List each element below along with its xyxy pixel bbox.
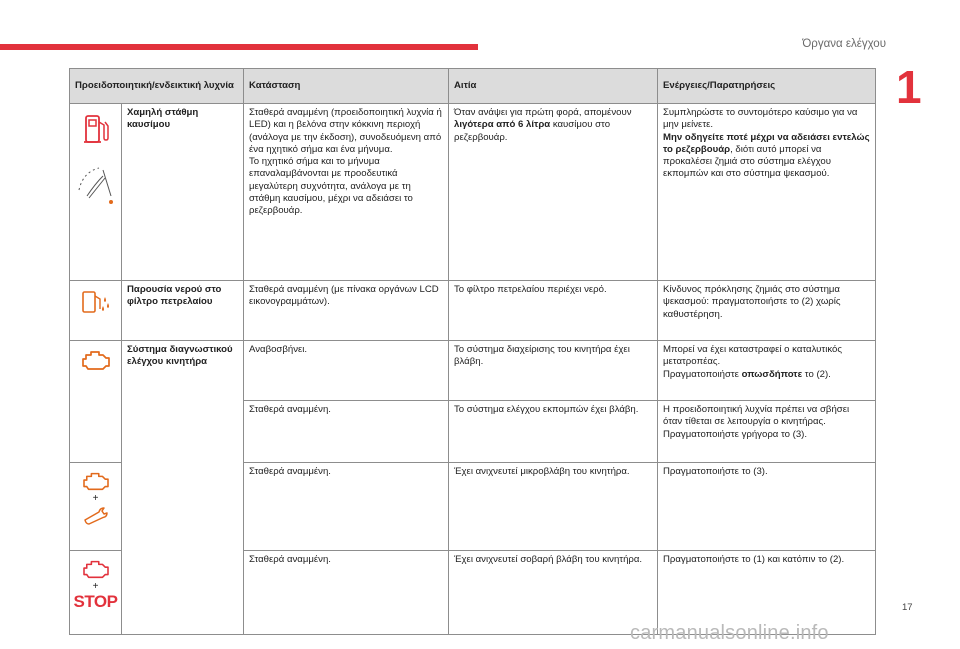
indicator-icons (70, 281, 122, 341)
section-title: Όργανα ελέγχου (802, 38, 886, 50)
header-actions: Ενέργειες/Παρατηρήσεις (658, 69, 876, 104)
engine-icon (80, 557, 112, 581)
header-cause: Αιτία (449, 69, 658, 104)
fuel-gauge-low-icon (73, 162, 119, 208)
cause-cell: Το σύστημα διαχείρισης του κινητήρα έχει βλάβη. (449, 341, 658, 401)
engine-icon (80, 469, 112, 493)
action-emphasis: Μην οδηγείτε ποτέ μέχρι να αδειάσει εντελώς το ρεζερβουάρ (663, 131, 870, 155)
cause-cell (449, 104, 658, 281)
indicator-name: Χαμηλή στάθμη καυσίμου (122, 104, 244, 281)
indicator-icons (70, 463, 122, 551)
cause-cell: Έχει ανιχνευτεί μικροβλάβη του κινητήρα. (449, 463, 658, 551)
watermark: carmanualsonline.info (630, 622, 829, 644)
action-cell: Κίνδυνος πρόκλησης ζημιάς στο σύστημα ψεκασμού: πραγματοποιήστε το (2) χωρίς καθυστέρηση. (658, 281, 876, 341)
action-cell (658, 341, 876, 401)
indicator-name: Παρουσία νερού στο φίλτρο πετρελαίου (122, 281, 244, 341)
indicator-name: Σύστημα διαγνωστικού ελέγχου κινητήρα (122, 341, 244, 635)
action-cell: Η προειδοποιητική λυχνία πρέπει να σβήσει όταν τίθεται σε λειτουργία ο κινητήρας. Πραγματοποιήστε γρήγορα το (3). (658, 401, 876, 463)
plus-sign: + (92, 581, 99, 592)
engine-icon (79, 347, 113, 373)
chapter-number: 1 (896, 61, 922, 113)
cause-text: Όταν ανάψει για πρώτη φορά, απομένουν (454, 107, 632, 118)
indicator-icons (70, 341, 122, 463)
water-in-diesel-filter-icon (79, 287, 113, 317)
status-cell: Σταθερά αναμμένη (προειδοποιητική λυχνία ή LED) και η βελόνα στην κόκκινη περιοχή (ανάλογα με την έκδοση), συνοδευόμενη από ένα ηχητικό σήμα και ένα μήνυμα. Το ηχητικό σήμα και το μήνυμα επαναλαμβάνονται με προοδευτικά μεγαλύτερη συχνότητα, ανάλογα με τη στάθμη καυσίμου, μέχρι να αδειάσει το ρεζερβουάρ. (244, 104, 449, 281)
cause-emphasis: λιγότερα από 6 λίτρα (454, 119, 551, 131)
header-status: Κατάσταση (244, 69, 449, 104)
warning-lights-table (69, 68, 876, 635)
status-cell: Σταθερά αναμμένη. (244, 463, 449, 551)
header-accent-bar (0, 44, 478, 50)
action-text-end: το (2). (802, 368, 831, 380)
action-text-end: , διότι αυτό μπορεί να προκαλέσει ζημιά στο σύστημα ελέγχου εκπομπών και στο σύστημα ψεκασμού. (663, 143, 832, 180)
stop-icon: STOP (73, 592, 118, 611)
fuel-pump-icon (81, 112, 111, 146)
cause-cell: Το σύστημα ελέγχου εκπομπών έχει βλάβη. (449, 401, 658, 463)
action-text: Μπορεί να έχει καταστραφεί ο καταλυτικός μετατροπέας. Πραγματοποιήστε (663, 344, 842, 380)
cause-cell: Έχει ανιχνευτεί σοβαρή βλάβη του κινητήρα. (449, 551, 658, 635)
status-cell: Σταθερά αναμμένη. (244, 401, 449, 463)
action-text: Συμπληρώστε το συντομότερο καύσιμο για να μην μείνετε. (663, 107, 858, 131)
table-row (70, 104, 876, 281)
status-cell: Αναβοσβήνει. (244, 341, 449, 401)
table-header-row (70, 69, 876, 104)
action-emphasis: οπωσδήποτε (741, 368, 803, 380)
action-cell: Πραγματοποιήστε το (1) και κατόπιν το (2). (658, 551, 876, 635)
indicator-icons (70, 551, 122, 635)
cause-cell: Το φίλτρο πετρελαίου περιέχει νερό. (449, 281, 658, 341)
plus-sign: + (92, 493, 99, 504)
cause-text-end: καυσίμου στο ρεζερβουάρ. (454, 119, 611, 143)
wrench-icon (81, 505, 111, 525)
page-number: 17 (902, 602, 913, 613)
action-cell (658, 104, 876, 281)
header-indicator: Προειδοποιητική/ενδεικτική λυχνία (70, 69, 244, 104)
status-cell: Σταθερά αναμμένη. (244, 551, 449, 635)
table-row (70, 341, 876, 401)
indicator-icons (70, 104, 122, 281)
action-cell: Πραγματοποιήστε το (3). (658, 463, 876, 551)
table-row (70, 281, 876, 341)
status-cell: Σταθερά αναμμένη (με πίνακα οργάνων LCD εικονογραμμάτων). (244, 281, 449, 341)
